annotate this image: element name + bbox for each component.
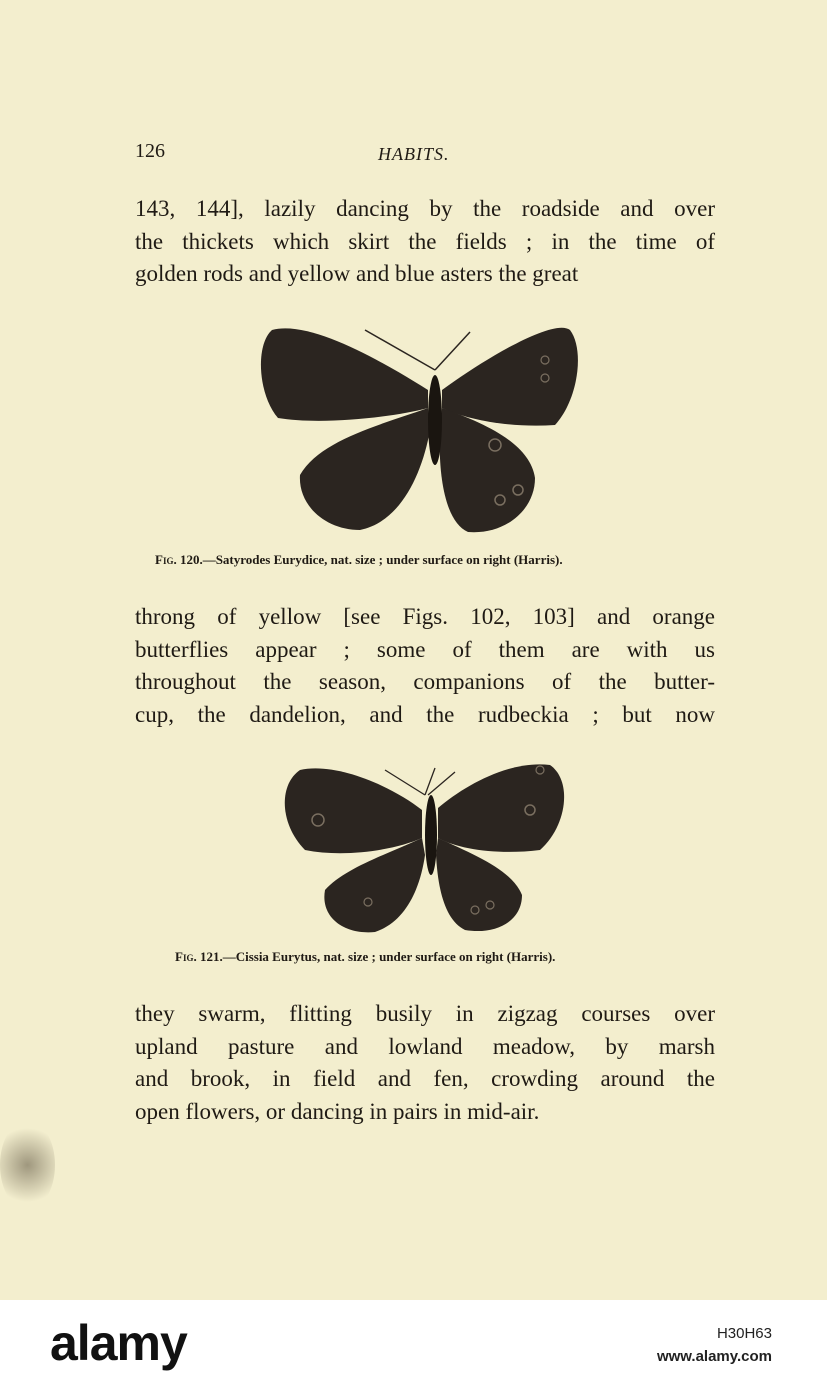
text-line: golden rods and yellow and blue asters the great (135, 261, 579, 286)
text-line: open flowers, or dancing in pairs in mid-air. (135, 1098, 540, 1124)
footer-url[interactable]: www.alamy.com (656, 1348, 772, 1365)
figure-caption-text: —Satyrodes Eurydice, nat. size ; under surface on right (Harris). (202, 552, 563, 567)
figure-caption-text: —Cissia Eurytus, nat. size ; under surface on right (Harris). (222, 949, 556, 964)
ink-smudge (0, 1120, 55, 1210)
running-head: HABITS. (378, 144, 450, 164)
figure-label: Fig. 120. (155, 552, 203, 567)
paragraph-2 (135, 601, 715, 731)
butterfly-illustration-icon (261, 328, 578, 533)
text-line: throughout the season, companions of the butter- (135, 669, 715, 694)
text-line: 143, 144], lazily dancing by the roadside and over (135, 196, 715, 221)
alamy-logo: alamy (50, 1315, 187, 1371)
figure-caption-120 (155, 552, 563, 568)
text-line: upland pasture and lowland meadow, by marsh (135, 1033, 715, 1059)
paragraph-3 (135, 998, 715, 1128)
butterfly-illustration-icon (285, 764, 564, 932)
stock-footer-bar (0, 1300, 827, 1390)
text-line: throng of yellow [see Figs. 102, 103] and orange (135, 604, 715, 629)
figure-caption-121 (175, 949, 555, 965)
image-id: H30H63 (716, 1325, 772, 1342)
page-number: 126 (135, 140, 165, 162)
text-line: and brook, in field and fen, crowding around the (135, 1066, 715, 1091)
butterfly-figure-120 (200, 300, 670, 540)
text-line: butterflies appear ; some of them are with us (135, 636, 715, 662)
figure-label: Fig. 121. (175, 949, 223, 964)
text-line: they swarm, flitting busily in zigzag courses over (135, 1001, 715, 1026)
butterfly-figure-121 (250, 750, 590, 940)
text-line: cup, the dandelion, and the rudbeckia ; but now (135, 701, 715, 727)
text-line: the thickets which skirt the fields ; in the time of (135, 228, 715, 254)
paragraph-1 (135, 193, 715, 291)
